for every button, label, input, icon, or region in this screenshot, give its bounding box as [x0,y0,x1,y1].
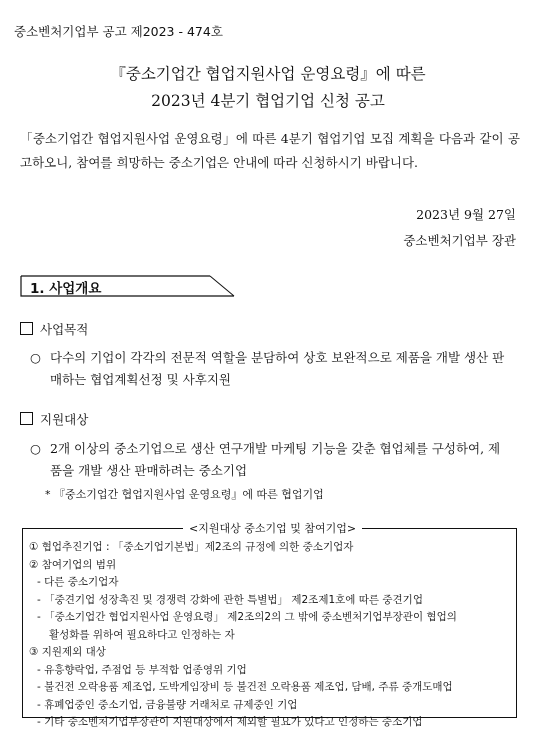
eligibility-line: ③ 지원제외 대상 [29,646,106,658]
square-bullet-icon [20,322,33,335]
target-text: 2개 이상의 중소기업으로 생산 연구개발 마케팅 기능을 갖춘 협업체를 구성하여, 제품을 개발 생산 판매하려는 중소기업 [50,441,501,478]
circle-bullet-icon: ○ [30,350,41,365]
eligibility-list [29,539,514,732]
eligibility-line: - 유흥향락업, 주점업 등 부적합 업종영위 기업 [37,663,247,676]
intro-paragraph: 「중소기업간 협업지원사업 운영요령」에 따른 4분기 협업기업 모집 계획을 다음과 같이 공고하오니, 참여를 희망하는 중소기업은 안내에 따라 신청하시기 바랍니다. [20,131,520,170]
notice-date: 2023년 9월 27일 [416,207,516,222]
eligibility-line: - 다른 중소기업자 [37,576,119,588]
circle-bullet-icon: ○ [30,441,41,456]
square-bullet-icon [20,412,33,425]
subheading-purpose [20,320,88,338]
section-heading-text: 1. 사업개요 [30,281,102,297]
eligibility-box [22,522,517,728]
subheading-target [20,410,88,428]
eligibility-line: 활성화를 위하여 필요하다고 인정하는 자 [49,628,235,641]
title-line-1: 『중소기업간 협업지원사업 운영요령』에 따른 [110,65,426,83]
eligibility-line: - 불건전 오락용품 제조업, 도박게임장비 등 불건전 오락용품 제조업, 담배, 주류 중개도매업 [37,681,453,693]
eligibility-line: ① 협업추진기업 : 「중소기업기본법」제2조의 규정에 의한 중소기업자 [29,541,354,553]
target-bullet [30,438,510,482]
notice-number: 중소벤처기업부 공고 제2023 - 474호 [14,24,223,39]
target-footnote: * 『중소기업간 협업지원사업 운영요령』에 따른 협업기업 [45,488,324,501]
eligibility-line: ② 참여기업의 범위 [29,558,117,571]
purpose-text: 다수의 기업이 각각의 전문적 역할을 분담하여 상호 보완적으로 제품을 개발 생산 판매하는 협업계획선정 및 사후지원 [50,350,505,387]
eligibility-line: - 휴폐업중인 중소기업, 금융불량 거래처로 규제중인 기업 [37,698,298,711]
subheading-purpose-label: 사업목적 [40,322,89,337]
purpose-bullet [30,347,510,391]
subheading-target-label: 지원대상 [40,412,89,427]
issuing-org: 중소벤처기업부 장관 [403,233,516,248]
eligibility-line: - 「중견기업 성장촉진 및 경쟁력 강화에 관한 특별법」 제2조제1호에 따른 중견기업 [37,593,423,606]
title-line-2: 2023년 4분기 협업기업 신청 공고 [151,92,385,110]
eligibility-line: - 「중소기업간 협업지원사업 운영요령」 제2조의2의 그 밖에 중소벤처기업부장관이 협업의 [37,611,457,623]
section-heading [20,275,230,297]
eligibility-line: - 기타 중소벤처기업부장관이 지원대상에서 제외할 필요가 있다고 인정하는 중소기업 [37,716,423,728]
eligibility-box-title: <지원대상 중소기업 및 참여기업> [183,520,362,536]
